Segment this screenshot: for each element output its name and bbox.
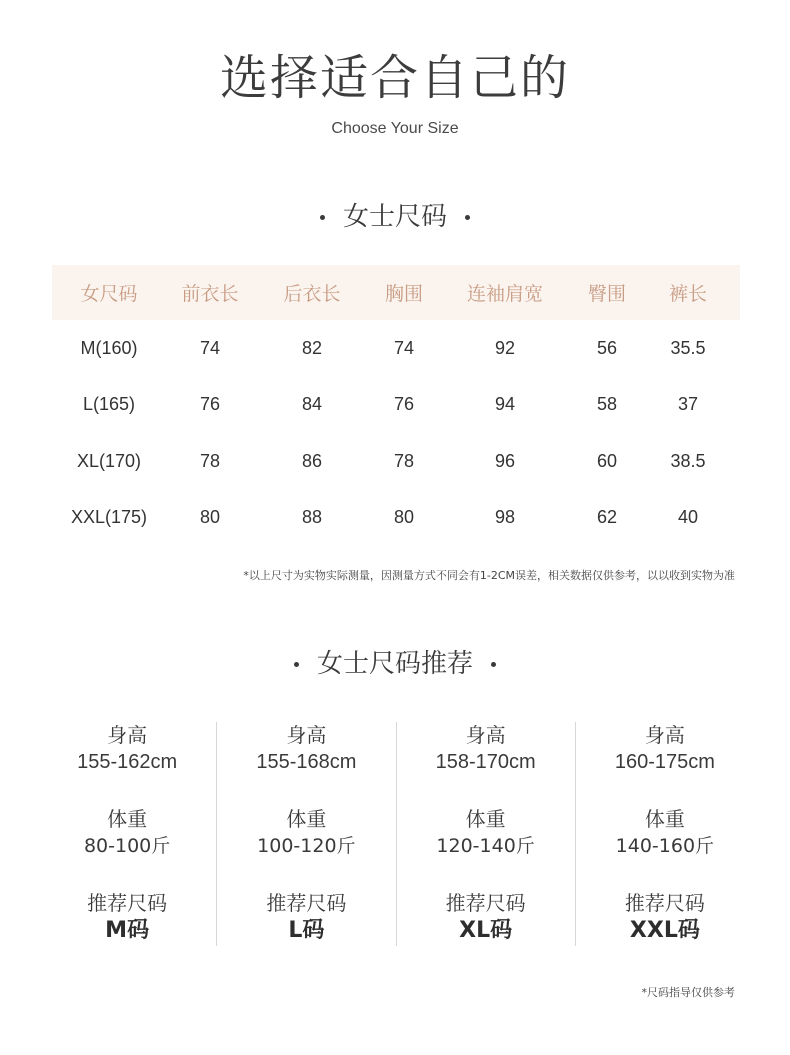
column-header-pants-length: 裤长 — [668, 283, 707, 305]
column-header-front-length: 前衣长 — [181, 283, 239, 305]
table-cell: 58 — [596, 394, 618, 415]
table-cell: 74 — [393, 337, 415, 358]
table-row — [52, 320, 740, 377]
recommended-size-label: 推荐尺码 — [266, 891, 347, 915]
table-row — [52, 433, 740, 490]
table-cell: XL(170) — [76, 450, 142, 471]
page-title: 选择适合自己的 — [219, 50, 570, 106]
recommendation-column-xl — [396, 722, 575, 946]
height-value: 158-170cm — [435, 751, 536, 773]
weight-label: 体重 — [286, 807, 327, 831]
column-header-back-length: 后衣长 — [283, 283, 341, 305]
recommend-section-title — [0, 647, 790, 681]
table-cell: 86 — [301, 450, 323, 471]
table-cell: 62 — [596, 507, 618, 528]
size-table-header — [52, 265, 740, 320]
recommendation-column-xxl — [575, 722, 754, 946]
table-cell: 74 — [199, 337, 221, 358]
recommendation-note: *尺码指导仅供参考 — [641, 986, 735, 999]
table-cell: 37 — [677, 394, 699, 415]
bullet-dot-icon — [294, 662, 299, 667]
table-cell: 96 — [494, 450, 516, 471]
table-cell: 78 — [393, 450, 415, 471]
table-cell: 84 — [301, 394, 323, 415]
recommendation-column-l — [216, 722, 395, 946]
recommendation-column-m — [38, 722, 216, 946]
table-cell: 35.5 — [670, 337, 706, 358]
table-cell: 98 — [494, 507, 516, 528]
bullet-dot-icon — [465, 215, 470, 220]
page-subtitle: Choose Your Size — [331, 120, 459, 137]
weight-value: 140-160斤 — [615, 835, 715, 857]
weight-value: 120-140斤 — [436, 835, 535, 857]
column-header-bust: 胸围 — [384, 283, 423, 305]
height-value: 155-162cm — [77, 751, 178, 773]
recommended-size-value: L码 — [288, 918, 325, 943]
table-cell: 56 — [596, 337, 618, 358]
table-cell: M(160) — [80, 337, 138, 358]
recommended-size-label: 推荐尺码 — [445, 891, 526, 915]
table-cell: 82 — [301, 337, 323, 358]
column-header-shoulder-width: 连袖肩宽 — [466, 283, 543, 305]
table-cell: 94 — [494, 394, 516, 415]
recommended-size-value: XL码 — [459, 918, 513, 943]
weight-value: 100-120斤 — [257, 835, 356, 857]
height-label: 身高 — [465, 723, 506, 747]
recommend-section-title-text: 女士尺码推荐 — [316, 649, 473, 679]
size-section-title-text: 女士尺码 — [342, 202, 447, 232]
height-value: 155-168cm — [256, 751, 357, 773]
size-section-title — [0, 200, 790, 234]
column-header-hip: 臀围 — [587, 283, 626, 305]
measurement-note: *以上尺寸为实物实际测量，因测量方式不同会有1-2CM误差，相关数据仅供参考，以以收到实物为准 — [243, 569, 735, 582]
table-cell: 88 — [301, 507, 323, 528]
column-header-size: 女尺码 — [80, 283, 138, 305]
bullet-dot-icon — [320, 215, 325, 220]
table-cell: 80 — [199, 507, 221, 528]
size-table — [52, 265, 740, 546]
recommended-size-label: 推荐尺码 — [87, 891, 168, 915]
table-cell: 76 — [393, 394, 415, 415]
table-cell: 78 — [199, 450, 221, 471]
table-cell: 80 — [393, 507, 415, 528]
table-cell: 40 — [677, 507, 699, 528]
weight-value: 80-100斤 — [83, 835, 171, 857]
table-cell: 60 — [596, 450, 618, 471]
table-cell: L(165) — [82, 394, 136, 415]
table-cell: 38.5 — [670, 450, 706, 471]
table-cell: 76 — [199, 394, 221, 415]
weight-label: 体重 — [107, 807, 148, 831]
recommended-size-label: 推荐尺码 — [624, 891, 705, 915]
table-row — [52, 490, 740, 547]
size-recommendation-grid — [38, 722, 754, 946]
bullet-dot-icon — [491, 662, 496, 667]
height-value: 160-175cm — [614, 751, 715, 773]
weight-label: 体重 — [465, 807, 506, 831]
height-label: 身高 — [644, 723, 685, 747]
height-label: 身高 — [286, 723, 327, 747]
table-cell: 92 — [494, 337, 516, 358]
height-label: 身高 — [107, 723, 148, 747]
recommended-size-value: XXL码 — [629, 918, 700, 943]
table-row — [52, 377, 740, 434]
table-cell: XXL(175) — [70, 507, 148, 528]
recommended-size-value: M码 — [105, 918, 150, 943]
weight-label: 体重 — [644, 807, 685, 831]
